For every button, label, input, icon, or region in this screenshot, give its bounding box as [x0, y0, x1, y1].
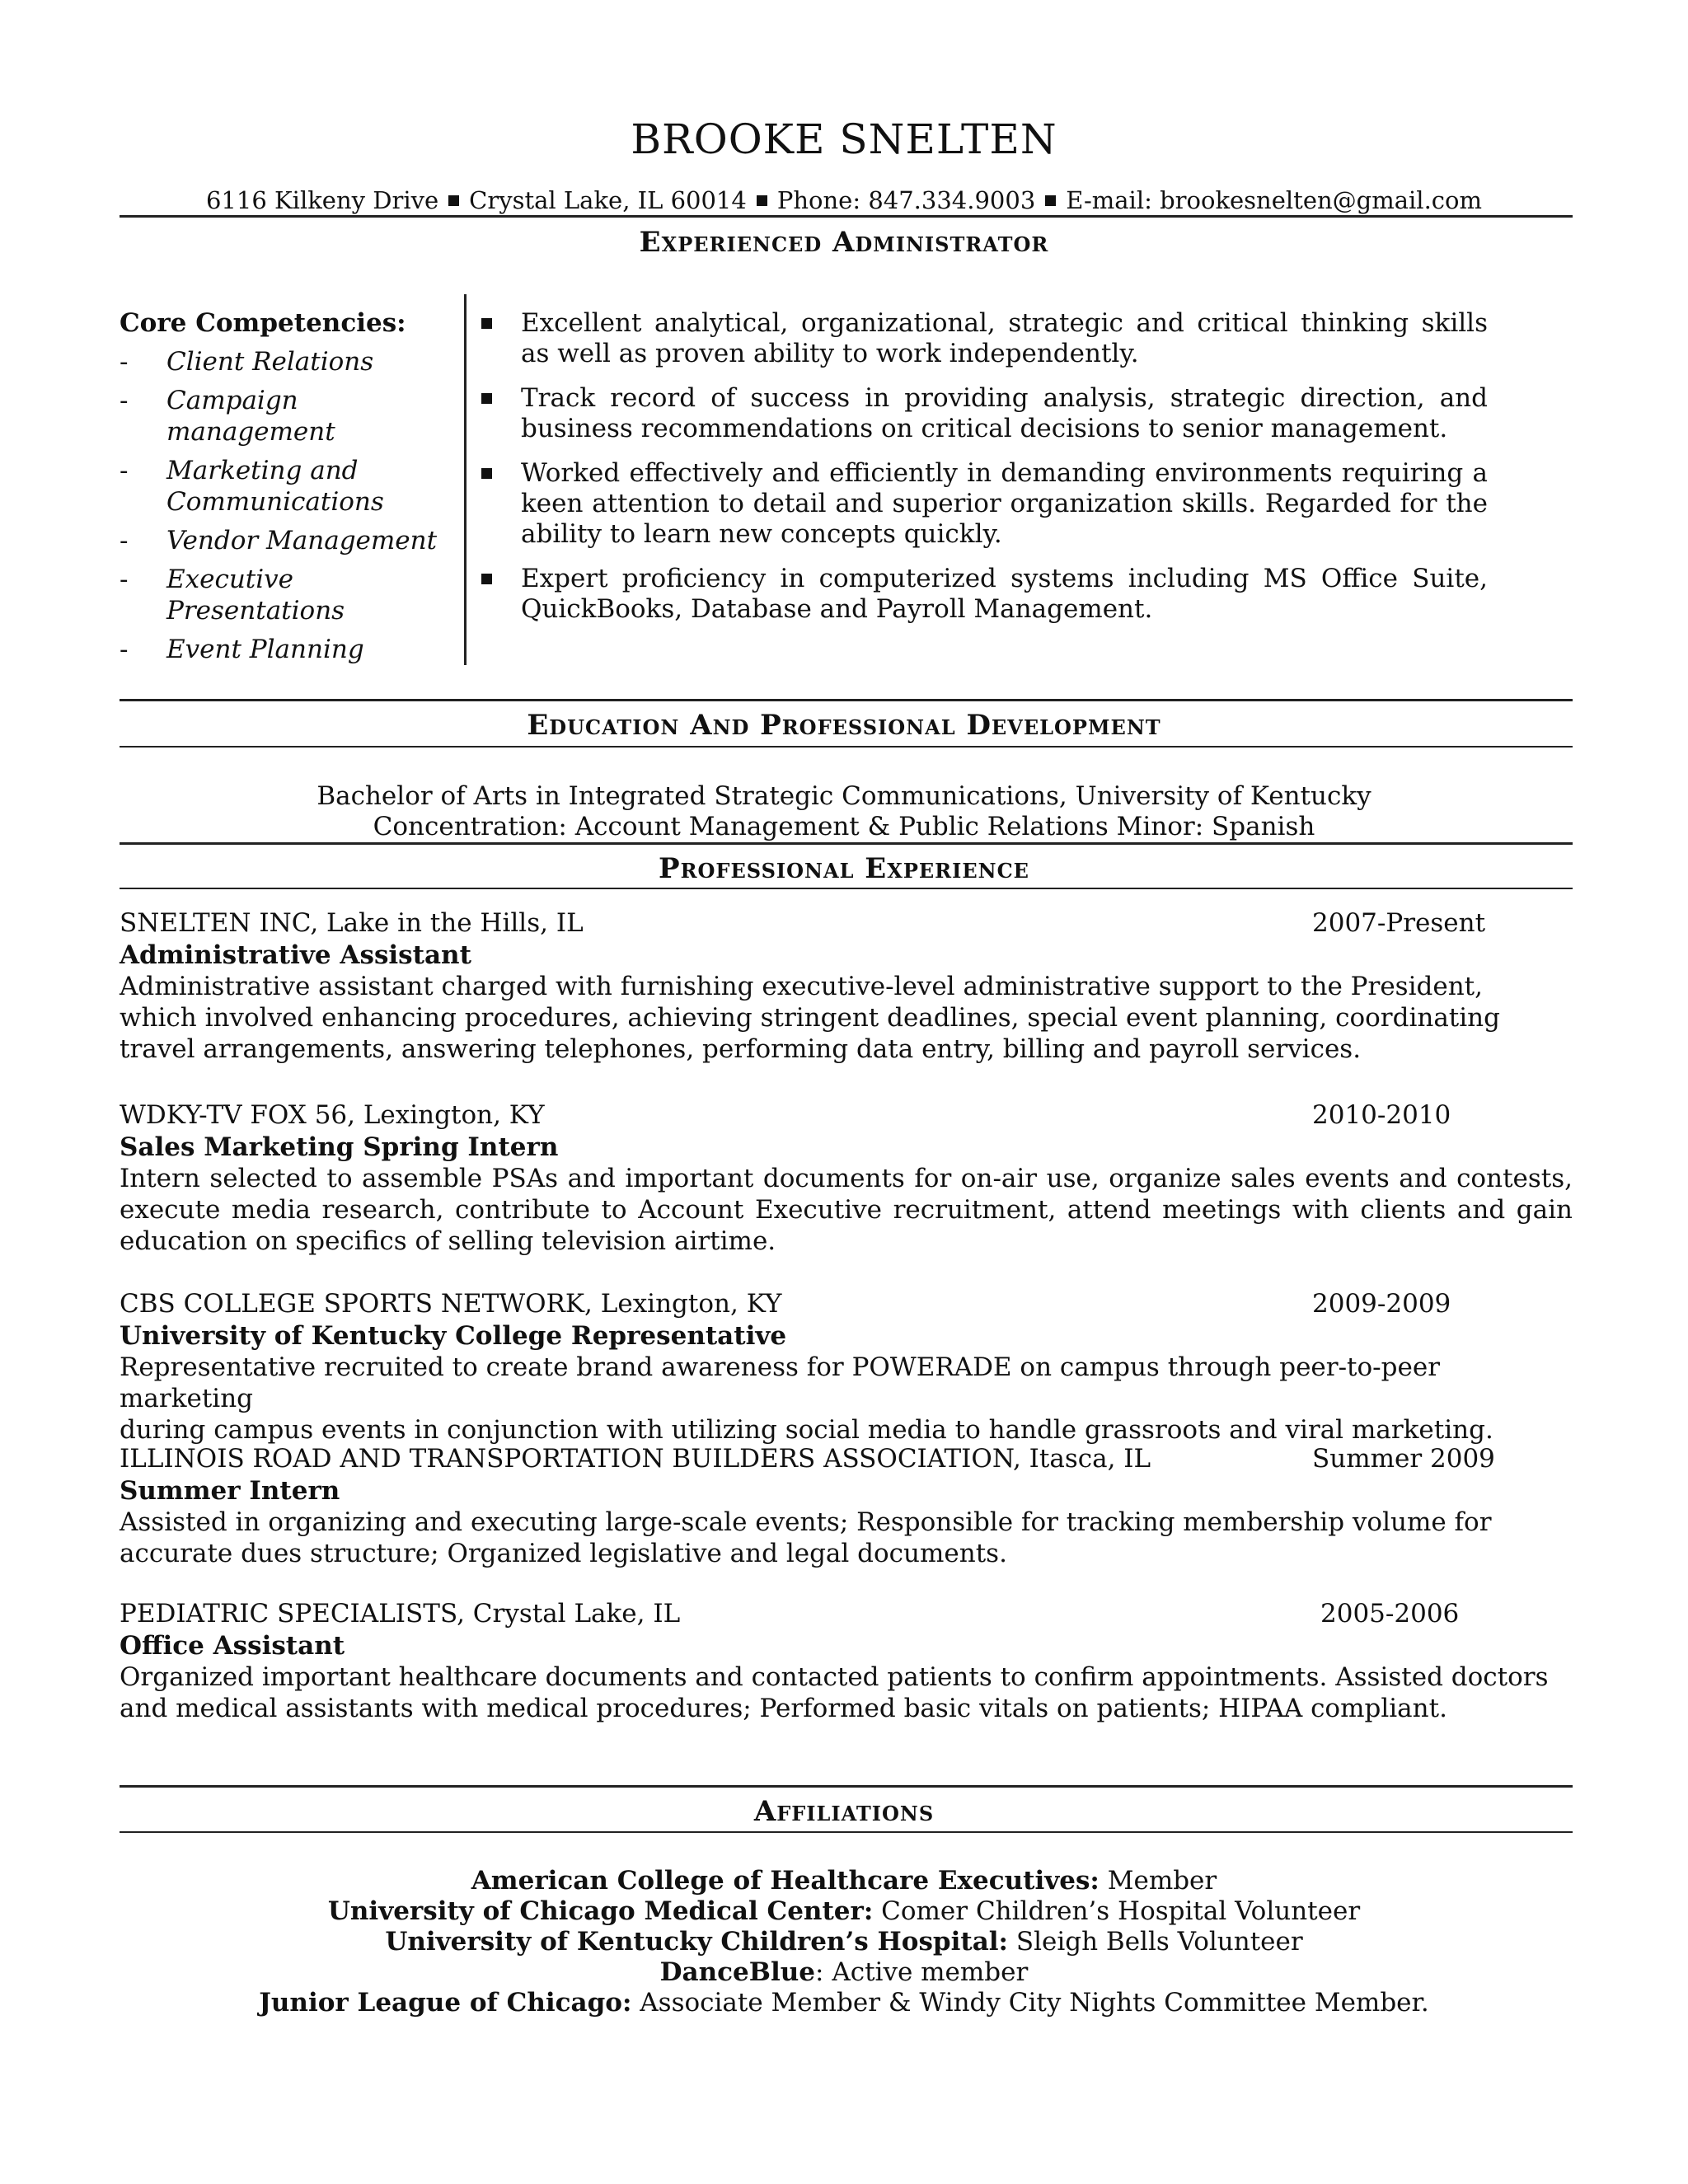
- job-title: Summer Intern: [120, 1476, 340, 1506]
- column-divider: [464, 294, 467, 665]
- list-item: - Executive Presentations: [120, 565, 345, 626]
- square-bullet-icon: [481, 574, 492, 584]
- contact-line: [0, 186, 1688, 214]
- job-dates: 2007-Present: [1312, 908, 1486, 938]
- summary-item: Excellent analytical, organizational, strategic and critical thinking skills as well as proven ability to work independently.: [478, 308, 1488, 369]
- summary-list: [478, 308, 1488, 639]
- affiliation-item: American College of Healthcare Executives: Member: [471, 1866, 1217, 1896]
- candidate-name: BROOKE SNELTEN: [631, 115, 1057, 163]
- job-title: Administrative Assistant: [120, 940, 471, 970]
- affiliations-heading: Affiliations: [753, 1795, 935, 1828]
- employer: SNELTEN INC, Lake in the Hills, IL: [120, 908, 584, 938]
- summary-item: Expert proficiency in computerized systems including MS Office Suite, QuickBooks, Database and Payroll Management.: [478, 564, 1488, 625]
- education-concentration: Concentration: Account Management & Public Relations Minor: Spanish: [373, 812, 1315, 841]
- job-dates: 2005-2006: [1320, 1599, 1460, 1629]
- core-competencies-list: [120, 346, 449, 673]
- employer: CBS COLLEGE SPORTS NETWORK, Lexington, KY: [120, 1289, 782, 1319]
- square-bullet-icon: [757, 195, 767, 206]
- job-dates: 2010-2010: [1312, 1100, 1451, 1130]
- divider: [120, 1831, 1573, 1833]
- job-entry: [120, 1099, 1573, 1257]
- list-item: - Campaign management: [120, 386, 335, 447]
- education-heading: Education And Professional Development: [527, 709, 1161, 742]
- affiliation-item: DanceBlue: Active member: [659, 1957, 1029, 1987]
- email: E-mail: brookesnelten@gmail.com: [1066, 186, 1482, 214]
- job-dates: Summer 2009: [1312, 1444, 1495, 1474]
- affiliation-item: University of Chicago Medical Center: Comer Children’s Hospital Volunteer: [327, 1896, 1361, 1926]
- city: Crystal Lake, IL 60014: [469, 186, 747, 214]
- summary-item: Track record of success in providing analysis, strategic direction, and business recommendations on critical decisions to senior management.: [478, 383, 1488, 444]
- list-item: - Vendor Management: [120, 526, 438, 555]
- job-description: Assisted in organizing and executing large-scale events; Responsible for tracking membership volume for accurate dues structure; Organized legislative and legal documents.: [120, 1507, 1492, 1568]
- divider: [120, 888, 1573, 889]
- square-bullet-icon: [481, 393, 492, 404]
- list-item: - Client Relations: [120, 347, 374, 377]
- list-item: - Event Planning: [120, 635, 364, 664]
- divider: [120, 1785, 1573, 1788]
- square-bullet-icon: [481, 318, 492, 329]
- summary-item: Worked effectively and efficiently in demanding environments requiring a keen attention to detail and superior organization skills. Regarded for the ability to learn new concepts quickly.: [478, 458, 1488, 550]
- job-entry: [120, 1597, 1573, 1724]
- affiliation-item: Junior League of Chicago: Associate Member & Windy City Nights Committee Member.: [259, 1988, 1429, 2018]
- job-description: Organized important healthcare documents and contacted patients to confirm appointments. Assisted doctors and medical assistants with medical procedures; Performed basic vitals on patients; HIPAA compliant.: [120, 1662, 1549, 1723]
- job-entry: [120, 1442, 1573, 1569]
- employer: WDKY-TV FOX 56, Lexington, KY: [120, 1100, 545, 1130]
- education-degree: Bachelor of Arts in Integrated Strategic Communications, University of Kentucky: [316, 781, 1372, 811]
- square-bullet-icon: [448, 195, 459, 206]
- job-description: Administrative assistant charged with furnishing executive-level administrative support to the President, which involved enhancing procedures, achieving stringent deadlines, special event planning, coordinating travel arrangements, answering telephones, performing data entry, billing and payroll services.: [120, 972, 1500, 1064]
- job-dates: 2009-2009: [1312, 1289, 1451, 1319]
- list-item: - Marketing and Communications: [120, 456, 384, 517]
- job-title: Office Assistant: [120, 1631, 345, 1661]
- divider: [120, 699, 1573, 701]
- job-description: Intern selected to assemble PSAs and important documents for on-air use, organize sales events and contests, execute media research, contribute to Account Executive recruitment, attend meetings with clients and gain education on specifics of selling television airtime.: [120, 1164, 1573, 1256]
- headline: Experienced Administrator: [639, 226, 1049, 259]
- square-bullet-icon: [481, 468, 492, 479]
- phone: Phone: 847.334.9003: [776, 186, 1036, 214]
- square-bullet-icon: [1045, 195, 1056, 206]
- employer: PEDIATRIC SPECIALISTS, Crystal Lake, IL: [120, 1599, 681, 1629]
- job-title: University of Kentucky College Representative: [120, 1321, 787, 1351]
- employer: ILLINOIS ROAD AND TRANSPORTATION BUILDERS ASSOCIATION, Itasca, IL: [120, 1444, 1151, 1474]
- job-entry: [120, 907, 1573, 1065]
- divider: [120, 215, 1573, 218]
- divider: [120, 842, 1573, 845]
- divider: [120, 746, 1573, 748]
- job-description: Representative recruited to create brand awareness for POWERADE on campus through peer-to-peer marketing during campus events in conjunction with utilizing social media to handle grassroots and viral marketing.: [120, 1352, 1493, 1445]
- job-entry: [120, 1287, 1573, 1446]
- experience-heading: Professional Experience: [659, 852, 1029, 885]
- core-competencies-title: Core Competencies:: [120, 308, 406, 338]
- address: 6116 Kilkeny Drive: [205, 186, 439, 214]
- job-title: Sales Marketing Spring Intern: [120, 1132, 559, 1162]
- affiliation-item: University of Kentucky Children’s Hospital: Sleigh Bells Volunteer: [385, 1927, 1303, 1957]
